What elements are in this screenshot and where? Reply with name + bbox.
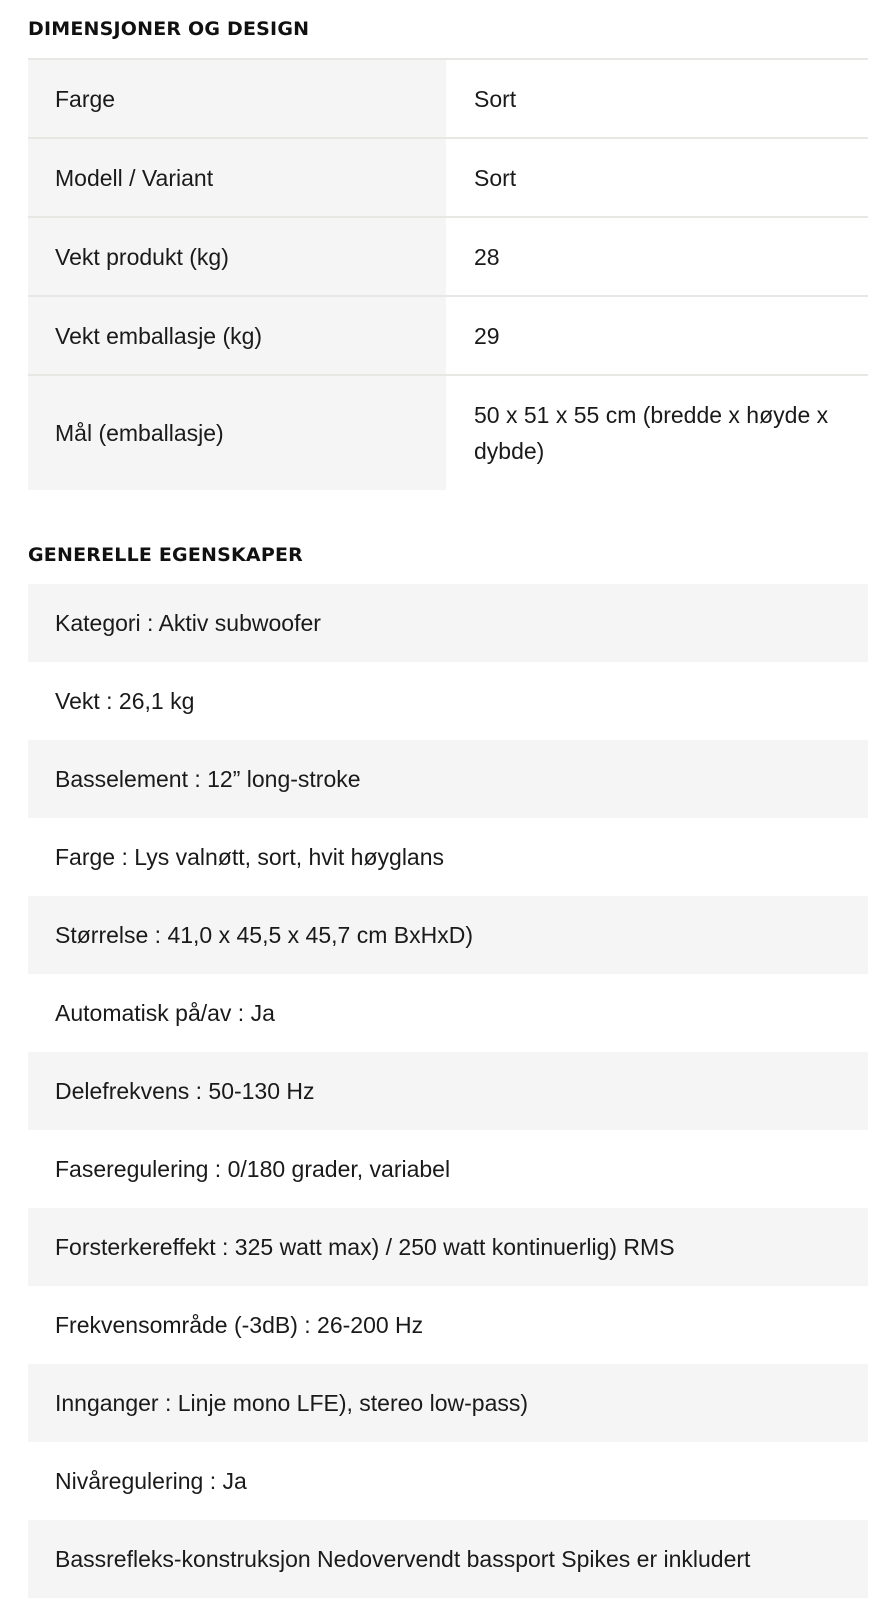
spec-value: 28 [446,217,868,296]
list-item: Størrelse : 41,0 x 45,5 x 45,7 cm BxHxD) [28,896,868,974]
dimensions-table [28,58,868,490]
spec-label: Mål (emballasje) [28,375,446,490]
spec-label: Farge [28,59,446,138]
spec-value: Sort [446,138,868,217]
section-heading-dimensions: DIMENSJONER OG DESIGN [28,18,310,40]
spec-label: Vekt produkt (kg) [28,217,446,296]
spec-value: Sort [446,59,868,138]
general-properties-list [28,584,868,1598]
list-item: Delefrekvens : 50-130 Hz [28,1052,868,1130]
list-item: Kategori : Aktiv subwoofer [28,584,868,662]
list-item: Vekt : 26,1 kg [28,662,868,740]
list-item: Bassrefleks-konstruksjon Nedovervendt bassport Spikes er inkludert [28,1520,868,1598]
spec-value: 50 x 51 x 55 cm (bredde x høyde x dybde) [446,375,868,490]
section-heading-general: GENERELLE EGENSKAPER [28,544,303,566]
spec-value: 29 [446,296,868,375]
spec-label: Vekt emballasje (kg) [28,296,446,375]
spec-label: Modell / Variant [28,138,446,217]
list-item: Nivåregulering : Ja [28,1442,868,1520]
list-item: Frekvensområde (-3dB) : 26-200 Hz [28,1286,868,1364]
table-row [28,138,868,217]
table-row [28,59,868,138]
table-row [28,375,868,490]
table-row [28,217,868,296]
list-item: Farge : Lys valnøtt, sort, hvit høyglans [28,818,868,896]
list-item: Innganger : Linje mono LFE), stereo low-pass) [28,1364,868,1442]
table-row [28,296,868,375]
list-item: Forsterkereffekt : 325 watt max) / 250 watt kontinuerlig) RMS [28,1208,868,1286]
list-item: Basselement : 12” long-stroke [28,740,868,818]
list-item: Automatisk på/av : Ja [28,974,868,1052]
list-item: Faseregulering : 0/180 grader, variabel [28,1130,868,1208]
